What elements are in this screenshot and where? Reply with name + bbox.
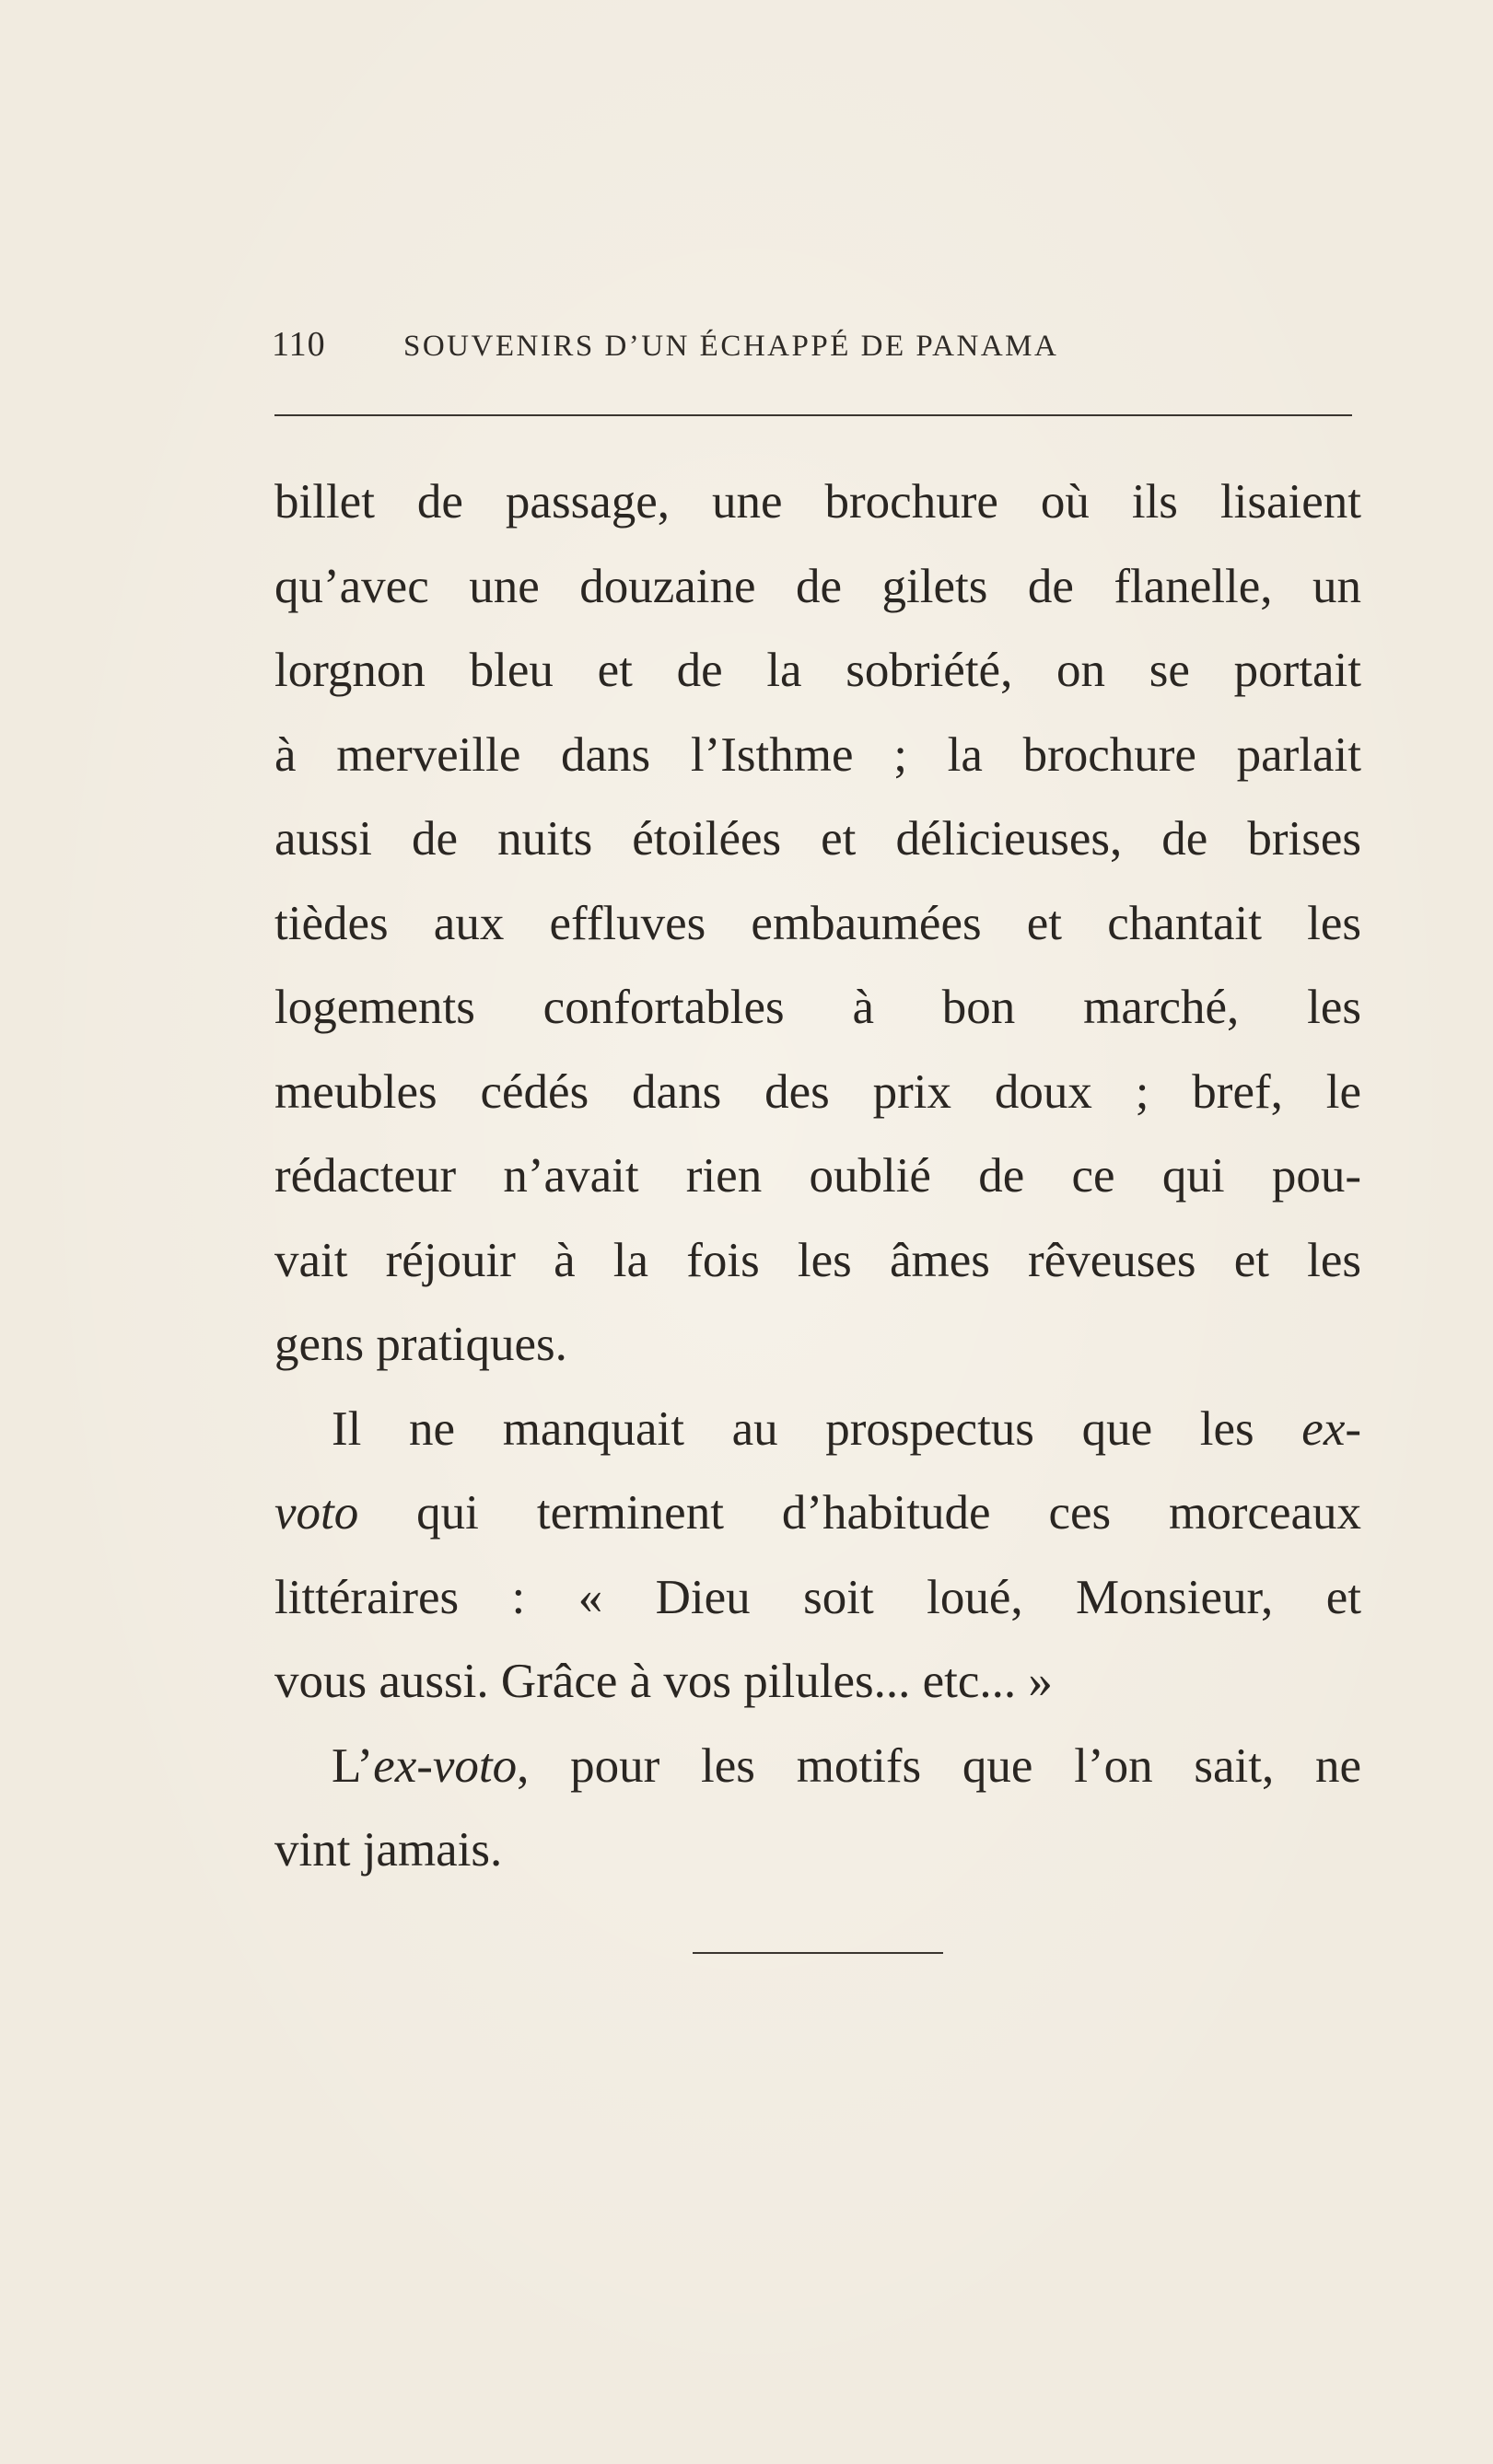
italic-fragment: voto xyxy=(274,1486,359,1540)
text-line xyxy=(274,1388,1361,1472)
running-title: SOUVENIRS D’UN ÉCHAPPÉ DE PANAMA xyxy=(403,330,1059,363)
text-line: aussi de nuits étoilées et délicieuses, de brises xyxy=(274,812,1361,866)
text-line: vait réjouir à la fois les âmes rêveuses et les xyxy=(274,1233,1361,1287)
header-rule xyxy=(274,414,1352,416)
text-line: billet de passage, une brochure où ils lisaient xyxy=(274,475,1361,529)
text-line: à merveille dans l’Isthme ; la brochure parlait xyxy=(274,727,1361,782)
text-line: lorgnon bleu et de la sobriété, on se portait xyxy=(274,644,1361,697)
text-line: tièdes aux effluves embaumées et chantait les xyxy=(274,896,1361,950)
text-line: littéraires : « Dieu soit loué, Monsieur, et xyxy=(274,1570,1361,1624)
text-line xyxy=(274,1471,1361,1556)
text-line: vint jamais. xyxy=(274,1823,503,1877)
text-line xyxy=(274,1725,1361,1809)
running-head xyxy=(272,324,1359,379)
text-line: qu’avec une douzaine de gilets de flanelle, un xyxy=(274,559,1361,613)
italic-fragment: ex- xyxy=(1301,1401,1361,1456)
page-number: 110 xyxy=(272,325,326,364)
text-fragment: qui terminent d’habitude ces morceaux xyxy=(358,1486,1361,1540)
text-line: meubles cédés dans des prix doux ; bref, le xyxy=(274,1064,1361,1119)
italic-fragment: ex-voto xyxy=(373,1738,518,1793)
text-fragment: , pour les motifs que l’on sait, ne xyxy=(517,1738,1361,1793)
text-line: vous aussi. Grâce à vos pilules... etc... » xyxy=(274,1655,1053,1708)
text-fragment: L’ xyxy=(332,1738,374,1793)
body-text xyxy=(274,460,1361,1893)
text-line: logements confortables à bon marché, les xyxy=(274,981,1361,1034)
text-line: gens pratiques. xyxy=(274,1318,567,1371)
text-line: rédacteur n’avait rien oublié de ce qui pou- xyxy=(274,1149,1361,1203)
section-end-rule xyxy=(693,1952,943,1954)
text-fragment: Il ne manquait au prospectus que les xyxy=(332,1401,1302,1456)
